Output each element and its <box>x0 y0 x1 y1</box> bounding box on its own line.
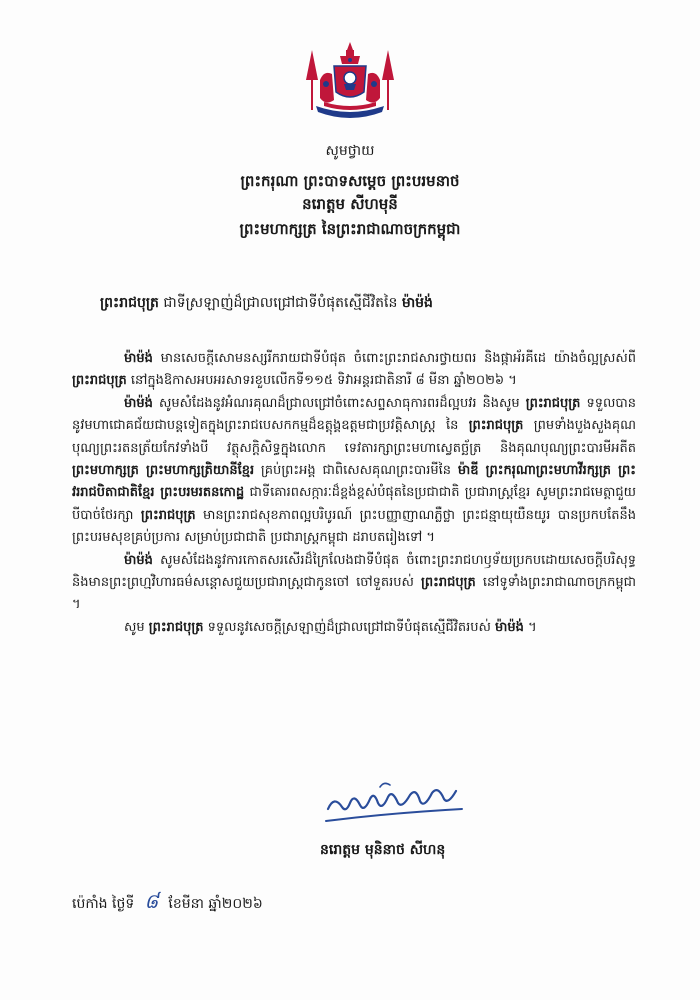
p4-text-1: ទទួលនូវសេចក្តីស្រឡាញ់ដ៏ជ្រាលជ្រៅជាទីបំផុតស្មើជីវិតរបស់ <box>203 619 496 635</box>
p2-text-1: សូមសំដែងនូវអំណរគុណដ៏ជ្រាលជ្រៅចំពោះសព្ទសាធុការពរដ៏ល្អបវរ និងសូម <box>152 395 526 411</box>
salutation-line-2: ព្រះករុណា ព្រះបាទសម្តេច ព្រះបរមនាថ <box>240 172 460 190</box>
p3-strong-1: ម៉ាម៉ង់ <box>124 552 153 568</box>
paragraph-2 <box>72 393 636 550</box>
salutation-line-4: ព្រះមហាក្សត្រ នៃព្រះរាជាណាចក្រកម្ពុជា <box>239 220 461 238</box>
p1-strong-2: ព្រះរាជបុត្រ <box>72 373 127 389</box>
date-line <box>72 888 263 918</box>
p4-text-0: សូម <box>124 619 149 635</box>
date-suffix: ខែមីនា ឆ្នាំ២០២៦ <box>168 896 263 912</box>
subject-lead: ព្រះរាជបុត្រ <box>100 295 159 311</box>
p3-text-2: នៅទូទាំងព្រះរាជាណាចក្រកម្ពុជា ។ <box>72 575 636 613</box>
handwritten-signature <box>320 773 480 833</box>
date-day: ៨ <box>144 889 159 913</box>
p4-text-2: ។ <box>523 619 537 635</box>
p1-text-2: នៅក្នុងឱកាសអបអរសាទរខួបលើកទី១១៥ ទិវាអន្តរជាតិនារី ៨ មីនា ឆ្នាំ២០២៦ ។ <box>126 373 517 389</box>
paragraph-4 <box>72 617 636 639</box>
subject-tail: ម៉ាម៉ង់ <box>401 295 433 311</box>
p1-strong-1: ម៉ាម៉ង់ <box>124 351 153 366</box>
p3-strong-2: ព្រះរាជបុត្រ <box>421 575 476 591</box>
royal-coat-of-arms-icon <box>298 40 402 124</box>
p4-strong-2: ម៉ាម៉ង់ <box>495 619 524 635</box>
p2-strong-2: ព្រះរាជបុត្រ <box>525 395 581 411</box>
p2-strong-1: ម៉ាម៉ង់ <box>124 395 153 411</box>
p3-text-1: សូមសំដែងនូវការកោតសរសើរដ៏ក្រៃលែងជាទីបំផុត ចំពោះព្រះរាជហឫទ័យប្រកបដោយសេចក្តីបរិសុទ្ធ និងមានព្រះព្រហ្មវិហារធម៌សន្តោសជួយប្រជារាស្ត្រជាកូនចៅ ចៅទួតរបស់ <box>72 552 636 591</box>
p2-strong-6: ព្រះរាជបុត្រ <box>140 507 196 523</box>
date-prefix: ប៉េកាំង ថ្ងៃទី <box>72 896 135 912</box>
p2-strong-3: ព្រះរាជបុត្រ <box>468 418 524 434</box>
p2-text-4: គ្រប់ព្រះអង្គ ជាពិសេសគុណព្រះបារមីនៃ <box>254 463 458 479</box>
p2-strong-5: ម៉ាឌី ព្រះករុណាព្រះមហាវីរក្សត្រ ព្រះវររាជបិតាជាតិខ្មែរ ព្រះបរមរតនកោដ្ឋ <box>72 463 637 501</box>
p2-text-5: ជាទីគោរពសក្ការៈដ៏ខ្ពង់ខ្ពស់បំផុតនៃប្រជាជាតិ ប្រជារាស្ត្រខ្មែរ សូមព្រះរាជមេត្តាជួយបីបាច់ថែរក្សា <box>72 485 636 523</box>
p2-text-2: ទទួលបាននូវមហាជោគជ័យជាបន្តទៀតក្នុងព្រះរាជបេសកកម្មដ៏ឧត្តុង្គឧត្តមជាប្រវត្តិសាស្ត្រ នៃ <box>72 395 636 434</box>
subject-text: ជាទីស្រឡាញ់ដ៏ជ្រាលជ្រៅជាទីបំផុតស្មើជីវិតនៃ <box>158 295 402 311</box>
salutation-line-1: សូមថ្វាយ <box>325 143 375 159</box>
salutation-line-3: នរោត្តម សីហមុនី <box>302 195 398 213</box>
paragraph-3 <box>72 550 636 617</box>
letter-body <box>72 348 636 639</box>
letter-subject <box>100 292 620 314</box>
paragraph-1 <box>72 348 636 393</box>
p1-text-1: មានសេចក្តីសោមនស្សរីករាយជាទីបំផុត ចំពោះព្រះរាជសារថ្វាយពរ និងផ្កាអ័រគីដេ យ៉ាងចំល្អស្រស់ពី <box>152 351 636 366</box>
p2-strong-4: ព្រះមហាក្សត្រ ព្រះមហាក្សត្រិយានីខ្មែរ <box>72 463 255 479</box>
p2-text-6: មានព្រះរាជសុខភាពល្អបរិបូរណ៍ ព្រះបញ្ញាញាណភ្លឺថ្លា ព្រះជន្មាយុយឺនយូរ បានប្រកបតែនឹងព្រះបរមសុខគ្រប់ប្រការ សម្រាប់ប្រជាជាតិ ប្រជារាស្ត្រកម្ពុជា ដរាបតរៀងទៅ ។ <box>72 507 636 546</box>
p4-strong-1: ព្រះរាជបុត្រ <box>148 619 204 635</box>
signer-name: នរោត្តម មុនិនាថ សីហនុ <box>320 842 446 858</box>
p2-text-3: ព្រមទាំងបួងសួងគុណបុណ្យព្រះរតនត្រ័យកែវទាំងបី វត្ថុសក្តិសិទ្ធក្នុងលោក ទេវតារក្សាព្រះមហាស្វេតច្ឆ័ត្រ និងគុណបុណ្យព្រះបារមីអតីត <box>72 418 636 456</box>
